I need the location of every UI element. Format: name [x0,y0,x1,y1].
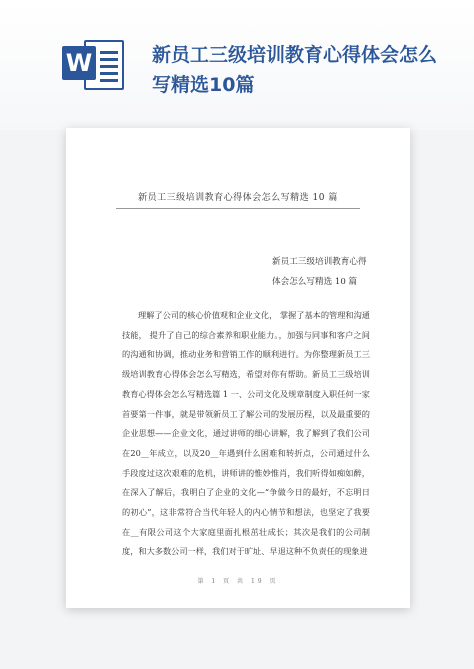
document-body: 理解了公司的核心价值观和企业文化， 掌握了基本的管理和沟通技能， 提升了自己的综合素养和职业能力。，加强与同事和客户之间的沟通和协调，推动业务和营销工作的顺利进行。为你整理新员工三级培训教育心得体会怎么写精选，希望对你有帮助。新员工三级培训教育心得体会怎么写精选篇 1 一、公司文化及规章制度入职任何一家首要第一件事，就是带领新员工了解公司的发展历程，以及最重要的企业思想——企业文化，通过讲师的细心讲解，我了解到了我们公司在20__年成立，以及20__年遇到什么困难和转折点，公司通过什么手段度过这次艰难的危机，讲师讲的惟妙惟肖，我们听得如痴如醉，在深入了解后，我明白了企业的文化—“争做今日的最好，不忘明日的初心”，这非常符合当代年轻人的内心情节和想法，也坚定了我要在__有限公司这个大家庭里面扎根茁壮成长；其次是我们的公司制度，和大多数公司一样，我们对于旷址、早退这种不负责任的现象进 [122,310,370,557]
banner [0,0,474,130]
word-logo-tile: W [62,46,96,80]
word-document-icon [62,36,128,94]
header-divider [116,208,360,209]
page-number-footer: 第 1 页 共 19 页 [197,578,279,585]
document-title-text: 新员工三级培训教育心得体会怎么写精选 10 篇 [272,257,367,287]
running-header: 新员工三级培训教育心得体会怎么写精选 10 篇 [138,193,338,203]
document-page [66,128,410,608]
document-title [122,252,372,292]
page-title: 新员工三级培训教育心得体会怎么写精选10篇 [152,44,438,96]
